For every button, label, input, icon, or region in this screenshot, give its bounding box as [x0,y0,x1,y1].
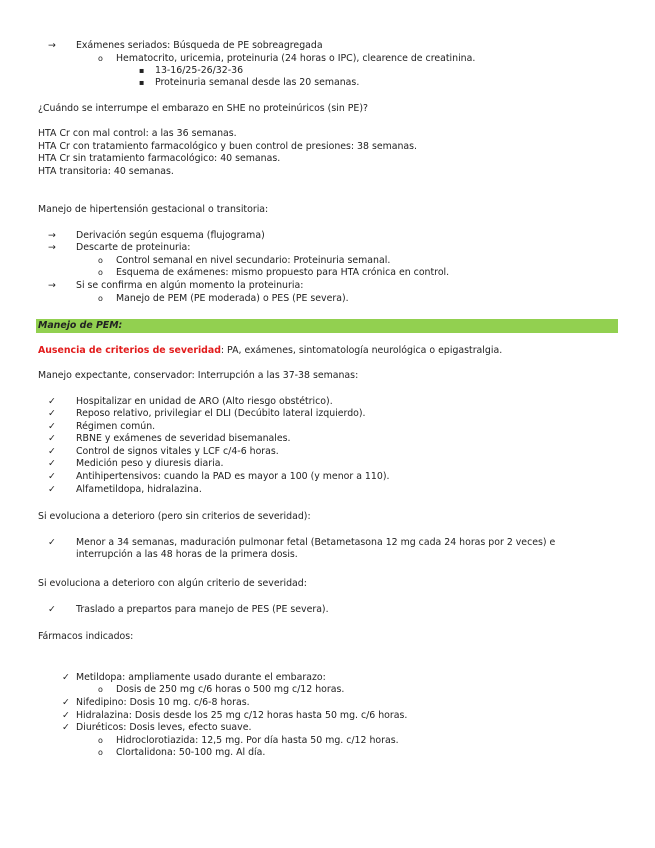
list-item: Hospitalizar en unidad de ARO (Alto riesgo obstétrico). [76,396,333,407]
list-item: Hidroclorotiazida: 12,5 mg. Por día hasta 50 mg. c/12 horas. [116,735,399,746]
checkmark-icon: ✓ [62,710,70,721]
list-item: Manejo de PEM (PE moderada) o PES (PE severa). [116,293,349,304]
list-item: Control de signos vitales y LCF c/4-6 horas. [76,446,279,457]
arrow-icon: → [48,230,56,241]
check-bullet-icon: ✓ [48,446,56,457]
section-title: Si evoluciona a deterioro con algún criterio de severidad: [38,578,307,589]
list-item: Derivación según esquema (flujograma) [76,230,265,241]
arrow-icon: → [48,242,56,253]
list-item: Metildopa: ampliamente usado durante el embarazo: [76,672,326,683]
circle-bullet-icon: o [98,685,103,694]
ausencia-rest: : PA, exámenes, sintomatología neurológica o epigastralgia. [220,345,503,356]
highlight-label: Ausencia de criterios de severidad [38,345,221,356]
list-item: Traslado a prepartos para manejo de PES (PE severa). [76,604,329,615]
circle-bullet-icon: o [98,268,103,277]
section-title: Manejo expectante, conservador: Interrupción a las 37-38 semanas: [38,370,359,381]
check-bullet-icon: ✓ [48,421,56,432]
hta-line: HTA Cr con mal control: a las 36 semanas. [38,128,237,139]
list-item: Descarte de proteinuria: [76,242,191,253]
list-item: 13-16/25-26/32-36 [155,65,244,76]
list-item: Menor a 34 semanas, maduración pulmonar fetal (Betametasona 12 mg cada 24 horas por 2 veces) e [76,537,556,548]
list-item: Nifedipino: Dosis 10 mg. c/6-8 horas. [76,697,250,708]
check-bullet-icon: ✓ [48,484,56,495]
list-item: Régimen común. [76,421,156,432]
hta-line: HTA Cr sin tratamiento farmacológico: 40 semanas. [38,153,281,164]
check-bullet-icon: ✓ [48,458,56,469]
list-item: Reposo relativo, privilegiar el DLI (Decúbito lateral izquierdo). [76,408,366,419]
list-item-continuation: interrupción a las 48 horas de la primera dosis. [76,549,298,560]
list-item: Hematocrito, uricemia, proteinuria (24 horas o IPC), clearence de creatinina. [116,53,476,64]
section-title: Fármacos indicados: [38,631,134,642]
circle-bullet-icon: o [98,256,103,265]
list-item: Diuréticos: Dosis leves, efecto suave. [76,722,252,733]
list-item: Exámenes seriados: Búsqueda de PE sobreagregada [76,40,323,51]
question-text: ¿Cuándo se interrumpe el embarazo en SHE no proteinúricos (sin PE)? [38,103,368,114]
check-bullet-icon: ✓ [48,537,56,548]
section-heading-banner [36,319,618,333]
check-bullet-icon: ✓ [48,433,56,444]
list-item: Alfametildopa, hidralazina. [76,484,202,495]
square-bullet-icon: ▪ [139,78,145,87]
section-heading: Manejo de PEM: [38,320,123,331]
check-bullet-icon: ✓ [48,396,56,407]
square-bullet-icon: ▪ [139,66,145,75]
circle-bullet-icon: o [98,54,103,63]
arrow-icon: → [48,40,56,51]
list-item: Proteinuria semanal desde las 20 semanas. [155,77,360,88]
checkmark-icon: ✓ [62,672,70,683]
list-item: Si se confirma en algún momento la proteinuria: [76,280,304,291]
list-item: Dosis de 250 mg c/6 horas o 500 mg c/12 horas. [116,684,345,695]
hta-line: HTA transitoria: 40 semanas. [38,166,174,177]
list-item: Hidralazina: Dosis desde los 25 mg c/12 horas hasta 50 mg. c/6 horas. [76,710,408,721]
list-item: Clortalidona: 50-100 mg. Al día. [116,747,266,758]
list-item: Control semanal en nivel secundario: Proteinuria semanal. [116,255,391,266]
check-bullet-icon: ✓ [48,604,56,615]
list-item: RBNE y exámenes de severidad bisemanales. [76,433,291,444]
check-bullet-icon: ✓ [48,471,56,482]
ausencia-line [38,345,502,357]
list-item: Esquema de exámenes: mismo propuesto para HTA crónica en control. [116,267,450,278]
checkmark-icon: ✓ [62,722,70,733]
list-item: Antihipertensivos: cuando la PAD es mayor a 100 (y menor a 110). [76,471,390,482]
section-title: Si evoluciona a deterioro (pero sin criterios de severidad): [38,511,311,522]
check-bullet-icon: ✓ [48,408,56,419]
circle-bullet-icon: o [98,294,103,303]
list-item: Medición peso y diuresis diaria. [76,458,224,469]
circle-bullet-icon: o [98,736,103,745]
circle-bullet-icon: o [98,748,103,757]
checkmark-icon: ✓ [62,697,70,708]
hta-line: HTA Cr con tratamiento farmacológico y buen control de presiones: 38 semanas. [38,141,418,152]
arrow-icon: → [48,280,56,291]
section-title: Manejo de hipertensión gestacional o transitoria: [38,204,269,215]
